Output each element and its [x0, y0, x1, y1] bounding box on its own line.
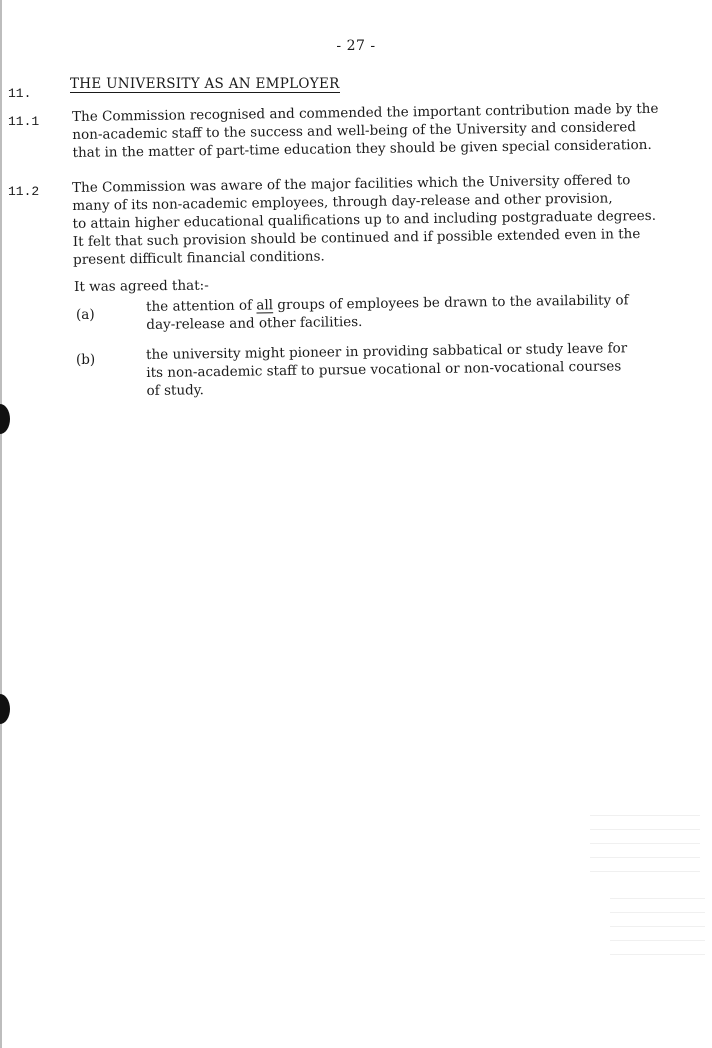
paragraph-line: The Commission was aware of the major facilities which the University offered to: [72, 172, 631, 196]
paragraph-line: present difficult financial conditions.: [73, 248, 325, 268]
item-a: [146, 291, 666, 334]
paragraph-11-1: [72, 100, 663, 162]
section-title: THE UNIVERSITY AS AN EMPLOYER: [70, 76, 340, 92]
paragraph-11-2: [72, 171, 663, 269]
paragraph-line: to attain higher educational qualifications up to and including postgraduate degrees.: [72, 207, 657, 232]
agreed-intro: It was agreed that:-: [74, 277, 209, 295]
item-a-line-2: day-release and other facilities.: [146, 313, 363, 333]
item-b-line: its non-academic staff to pursue vocational or non-vocational courses: [146, 358, 622, 381]
item-label-a: (a): [76, 307, 95, 323]
paragraph-line: many of its non-academic employees, through day-release and other provision,: [72, 190, 613, 214]
item-a-text-after: groups of employees be drawn to the availability of: [272, 292, 629, 314]
item-b: [146, 339, 667, 400]
paragraph-line: non-academic staff to the success and well-being of the University and considered: [72, 119, 637, 143]
paragraph-line: The Commission recognised and commended the important contribution made by the: [72, 100, 659, 125]
paragraph-number-11-1: 11.1: [8, 114, 40, 129]
page-number: - 27 -: [336, 38, 376, 54]
item-a-emphasis: all: [256, 297, 274, 314]
paragraph-line: that in the matter of part-time education they should be given special consideration.: [72, 136, 652, 161]
show-through-text: [590, 802, 700, 872]
paragraph-number-11-2: 11.2: [8, 184, 40, 199]
paragraph-line: It felt that such provision should be continued and if possible extended even in the: [72, 226, 641, 250]
item-b-line: the university might pioneer in providing sabbatical or study leave for: [146, 340, 628, 363]
show-through-text: [610, 885, 705, 955]
punch-hole-lower: [0, 694, 10, 724]
item-b-line: of study.: [146, 382, 204, 399]
punch-hole-upper: [0, 404, 10, 434]
binding-edge: [0, 0, 2, 1048]
section-number: 11.: [8, 86, 32, 101]
item-label-b: (b): [76, 352, 96, 368]
item-a-text-before: the attention of: [146, 297, 257, 315]
